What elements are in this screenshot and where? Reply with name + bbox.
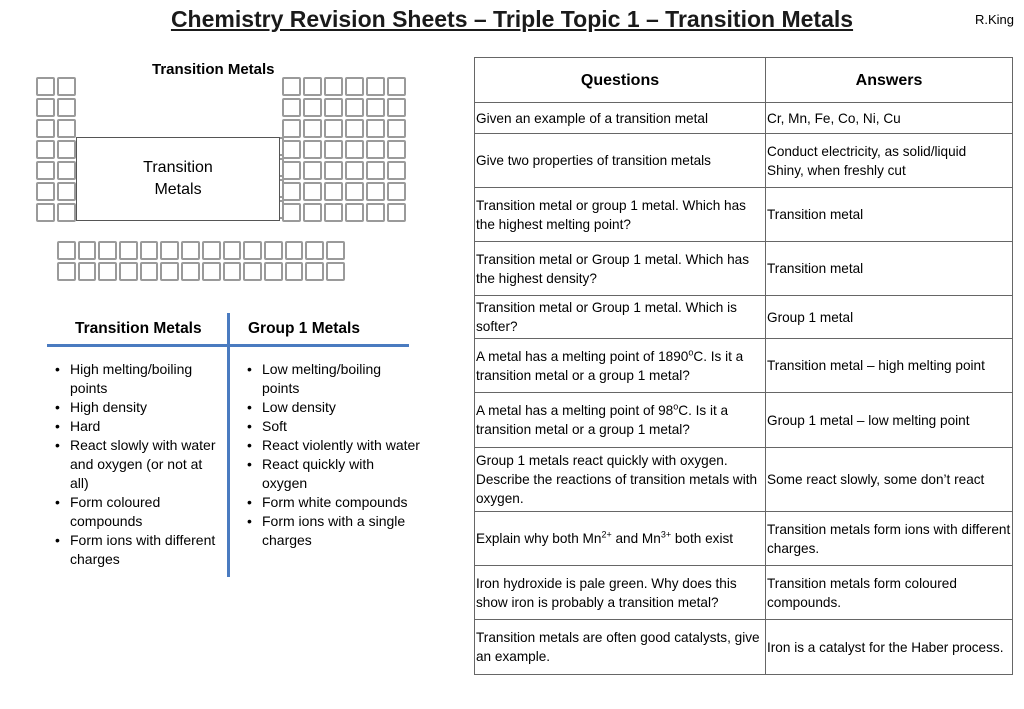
pt-cell [57, 203, 76, 222]
questions-answers-table [474, 57, 1013, 675]
pt-cell [366, 203, 385, 222]
degree-superscript: o [688, 346, 694, 357]
page-title: Chemistry Revision Sheets – Triple Topic 1 – Transition Metals [170, 6, 854, 32]
answer-cell: Group 1 metal [766, 296, 1013, 339]
answer-line: Conduct electricity, as solid/liquid [767, 143, 967, 159]
charge-superscript: 3+ [660, 529, 672, 540]
pt-cell [119, 241, 138, 260]
answer-cell: Group 1 metal – low melting point [766, 393, 1013, 448]
periodic-table-heading: Transition Metals [152, 61, 275, 78]
pt-cell [36, 161, 55, 180]
list-item: • React slowly with water and oxygen (or not at all) [70, 436, 222, 493]
question-cell: Given an example of a transition metal [475, 103, 766, 134]
pt-cell [303, 77, 322, 96]
pt-cell [345, 77, 364, 96]
table-row [475, 566, 1013, 620]
pt-cell [282, 98, 301, 117]
pt-cell [366, 77, 385, 96]
list-item: • Form white compounds [262, 493, 422, 512]
pt-cell [387, 77, 406, 96]
pt-cell [324, 98, 343, 117]
pt-cell [324, 119, 343, 138]
comparison-heading-transition: Transition Metals [75, 320, 202, 337]
pt-cell [36, 182, 55, 201]
pt-cell [264, 262, 283, 281]
pt-cell [57, 241, 76, 260]
transition-properties-list [52, 360, 222, 569]
answer-cell: Transition metal – high melting point [766, 339, 1013, 393]
list-item: • React quickly with oxygen [262, 455, 422, 493]
question-cell: Group 1 metals react quickly with oxygen. Describe the reactions of transition metals with oxygen. [475, 448, 766, 512]
pt-cell [387, 203, 406, 222]
pt-cell [303, 161, 322, 180]
pt-cell [387, 98, 406, 117]
question-cell [475, 512, 766, 566]
pt-cell [282, 119, 301, 138]
pt-cell [326, 262, 345, 281]
pt-cell [387, 119, 406, 138]
pt-cell [324, 140, 343, 159]
comparison-divider-vertical [227, 313, 230, 577]
pt-cell [78, 241, 97, 260]
pt-cell [366, 140, 385, 159]
list-item: • Form coloured compounds [70, 493, 222, 531]
pt-cell [78, 262, 97, 281]
table-row [475, 339, 1013, 393]
pt-cell [264, 241, 283, 260]
pt-cell [36, 203, 55, 222]
list-item: • Form ions with a single charges [262, 512, 422, 550]
author-name: R.King [974, 12, 1014, 27]
pt-cell [324, 161, 343, 180]
list-item: • High melting/boiling points [70, 360, 222, 398]
pt-cell [303, 203, 322, 222]
list-item: • Low melting/boiling points [262, 360, 422, 398]
pt-cell [345, 161, 364, 180]
pt-cell [303, 98, 322, 117]
table-row [475, 134, 1013, 188]
list-item: • Hard [70, 417, 222, 436]
questions-column-header: Questions [475, 58, 766, 103]
pt-cell [305, 241, 324, 260]
pt-cell [57, 119, 76, 138]
table-row [475, 188, 1013, 242]
pt-group3-8-block [282, 77, 406, 222]
pt-cell [57, 98, 76, 117]
group1-properties-list [244, 360, 422, 550]
pt-cell [345, 182, 364, 201]
question-text: A metal has a melting point of 98 [476, 403, 674, 418]
pt-cell [202, 262, 221, 281]
pt-cell [387, 182, 406, 201]
pt-cell [57, 140, 76, 159]
question-cell: Transition metal or group 1 metal. Which has the highest melting point? [475, 188, 766, 242]
pt-cell [140, 262, 159, 281]
question-text: C. Is it a transition metal or a group 1 metal? [476, 403, 729, 437]
list-item: • Soft [262, 417, 422, 436]
pt-cell [119, 262, 138, 281]
pt-cell [36, 77, 55, 96]
pt-cell [36, 98, 55, 117]
pt-cell [285, 241, 304, 260]
question-cell [475, 339, 766, 393]
pt-cell [345, 98, 364, 117]
question-cell: Transition metals are often good catalysts, give an example. [475, 620, 766, 675]
pt-f-block-grid [57, 241, 345, 281]
answer-cell: Transition metals form coloured compounds. [766, 566, 1013, 620]
answer-cell: Transition metals form ions with different charges. [766, 512, 1013, 566]
pt-cell [57, 182, 76, 201]
pt-cell [282, 161, 301, 180]
pt-cell [140, 241, 159, 260]
transition-block-label-line2: Metals [154, 181, 202, 198]
pt-cell [181, 262, 200, 281]
answer-cell: Transition metal [766, 188, 1013, 242]
pt-cell [160, 262, 179, 281]
question-cell: Transition metal or Group 1 metal. Which is softer? [475, 296, 766, 339]
pt-cell [324, 182, 343, 201]
pt-cell [36, 140, 55, 159]
answer-cell: Some react slowly, some don’t react [766, 448, 1013, 512]
table-row [475, 103, 1013, 134]
pt-cell [57, 161, 76, 180]
pt-cell [57, 262, 76, 281]
list-item: • Form ions with different charges [70, 531, 222, 569]
pt-cell [181, 241, 200, 260]
pt-cell [98, 241, 117, 260]
pt-cell [202, 241, 221, 260]
table-row [475, 512, 1013, 566]
pt-cell [285, 262, 304, 281]
pt-cell [243, 262, 262, 281]
pt-cell [345, 140, 364, 159]
table-row [475, 296, 1013, 339]
answer-line: Shiny, when freshly cut [767, 162, 906, 178]
question-text: Explain why both Mn [476, 531, 602, 546]
pt-cell [160, 241, 179, 260]
pt-cell [282, 203, 301, 222]
list-item: • Low density [262, 398, 422, 417]
pt-cell [243, 241, 262, 260]
answer-cell: Cr, Mn, Fe, Co, Ni, Cu [766, 103, 1013, 134]
table-row [475, 448, 1013, 512]
charge-superscript: 2+ [601, 529, 612, 540]
degree-superscript: o [673, 401, 679, 412]
pt-cell [366, 182, 385, 201]
question-text: A metal has a melting point of 1890 [476, 348, 689, 364]
answers-column-header: Answers [766, 58, 1013, 103]
pt-cell [36, 119, 55, 138]
pt-cell [326, 241, 345, 260]
pt-cell [324, 203, 343, 222]
table-row [475, 393, 1013, 448]
pt-cell [345, 119, 364, 138]
pt-cell [303, 182, 322, 201]
pt-cell [303, 140, 322, 159]
table-row [475, 242, 1013, 296]
question-cell: Transition metal or Group 1 metal. Which has the highest density? [475, 242, 766, 296]
transition-block-label-line1: Transition [143, 159, 213, 176]
pt-cell [282, 140, 301, 159]
answer-cell: Transition metal [766, 242, 1013, 296]
pt-cell [303, 119, 322, 138]
question-text: and Mn [611, 531, 661, 546]
pt-cell [305, 262, 324, 281]
pt-cell [345, 203, 364, 222]
pt-cell [387, 161, 406, 180]
pt-cell [366, 98, 385, 117]
transition-metals-block [76, 137, 280, 221]
pt-cell [223, 262, 242, 281]
pt-cell [282, 77, 301, 96]
pt-cell [387, 140, 406, 159]
question-cell [475, 393, 766, 448]
list-item: • High density [70, 398, 222, 417]
pt-group1-2-block [36, 77, 76, 222]
pt-cell [98, 262, 117, 281]
pt-cell [366, 161, 385, 180]
table-header-row [475, 58, 1013, 103]
pt-cell [324, 77, 343, 96]
pt-cell [223, 241, 242, 260]
table-row [475, 620, 1013, 675]
question-text: both exist [671, 531, 734, 546]
question-text: C. Is it a transition metal or a group 1 metal? [476, 348, 744, 383]
answer-cell [766, 134, 1013, 188]
comparison-heading-group1: Group 1 Metals [248, 320, 360, 337]
pt-cell [366, 119, 385, 138]
answer-cell: Iron is a catalyst for the Haber process. [766, 620, 1013, 675]
list-item: • React violently with water [262, 436, 422, 455]
question-cell: Give two properties of transition metals [475, 134, 766, 188]
question-cell: Iron hydroxide is pale green. Why does this show iron is probably a transition metal? [475, 566, 766, 620]
pt-cell [282, 182, 301, 201]
pt-cell [57, 77, 76, 96]
